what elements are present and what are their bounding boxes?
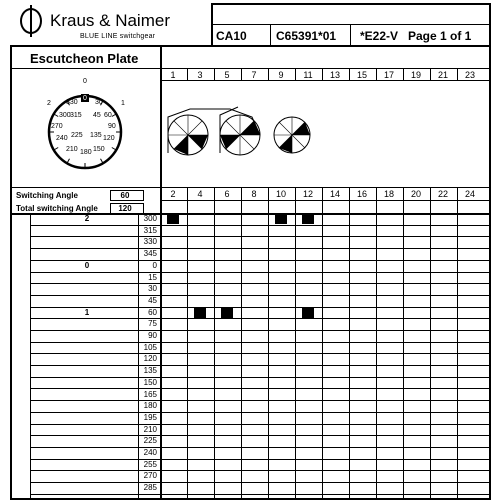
table-row [30,330,491,331]
row-angle: 345 [143,249,157,258]
terminal-top-9: 9 [278,70,284,80]
table-row [30,248,491,249]
terminal-bottom-24: 24 [464,189,475,199]
row-position: 0 [84,261,90,270]
dial-label-90: 90 [108,123,116,130]
table-row [30,236,491,237]
total-switching-angle-value: 120 [118,204,132,213]
escutcheon-title: Escutcheon Plate [30,51,139,66]
dial-label-1-outer: 1 [121,100,125,107]
col-line-mid [295,187,296,500]
row-angle: 0 [152,261,157,270]
switching-angle-value: 60 [120,191,130,200]
terminal-top-11: 11 [303,70,313,80]
terminal-bottom-6: 6 [224,189,230,199]
row-angle: 195 [143,413,157,422]
row-position: 2 [84,214,90,223]
row-angle: 270 [143,471,157,480]
table-row [30,388,491,389]
header-page: Page 1 of 1 [408,29,472,43]
col-line-mid [457,187,458,500]
table-row [30,412,491,413]
contact-closed-mark [167,213,179,224]
terminal-bottom-4: 4 [197,189,203,199]
contact-closed-mark [275,213,287,224]
switching-angle-label: Switching Angle [16,191,78,200]
dial-label-150: 150 [93,146,105,153]
table-row [30,342,491,343]
row-angle: 285 [143,483,157,492]
dial-label-30: 30 [95,99,103,106]
col-line-mid [403,187,404,500]
terminal-bottom-20: 20 [410,189,421,199]
table-row [30,377,491,378]
row-angle: 180 [143,401,157,410]
terminal-top-1: 1 [170,70,176,80]
col-line-mid [187,187,188,500]
switching-angle-box [110,190,144,201]
dial-label-180: 180 [80,149,92,156]
terminal-top-23: 23 [464,70,475,80]
table-row [30,307,491,308]
header-type: CA10 [216,29,247,43]
terminal-top-17: 17 [383,70,394,80]
row-angle: 225 [143,436,157,445]
row-angle: 105 [143,343,157,352]
col-line-mid [430,187,431,500]
dial-label-60: 60 [104,112,112,119]
col-line-mid [214,187,215,500]
row-angle: 210 [143,425,157,434]
row-angle: 60 [148,308,157,317]
table-col-line [30,213,31,500]
contact-closed-mark [221,307,233,318]
terminal-bottom-2: 2 [170,189,176,199]
table-row [30,260,491,261]
table-col-line [138,213,139,500]
row-position: 1 [84,308,90,317]
table-row [30,494,491,495]
brand-tagline: BLUE LINE switchgear [80,33,156,40]
contact-diagram [160,95,320,175]
row-angle: 330 [143,237,157,246]
dial-label-0-inner: 0 [83,95,87,102]
row-angle: 120 [143,354,157,363]
row-angle: 45 [148,296,157,305]
dial-label-315: 315 [70,112,82,119]
table-row [30,365,491,366]
contact-closed-mark [194,307,206,318]
terminal-top-13: 13 [329,70,340,80]
dial-label-135: 135 [90,132,102,139]
terminal-bottom-18: 18 [383,189,394,199]
contact-closed-mark [302,213,314,224]
row-angle: 240 [143,448,157,457]
row-angle: 255 [143,460,157,469]
terminal-top-3: 3 [197,70,203,80]
terminal-top-5: 5 [224,70,230,80]
dial-label-0-outer: 0 [83,78,87,85]
col-line-mid [268,187,269,500]
brand-name: Kraus & Naimer [50,11,170,30]
terminal-top-21: 21 [437,70,448,80]
terminal-bottom-8: 8 [251,189,257,199]
brand-logo-bar [30,5,32,37]
col-line-mid [376,187,377,500]
terminal-top-19: 19 [410,70,421,80]
dial-label-225: 225 [71,132,83,139]
terminal-bottom-12: 12 [302,189,313,199]
terminal-top-15: 15 [356,70,367,80]
table-row [30,353,491,354]
dial-label-240: 240 [56,135,68,142]
dial-label-210: 210 [66,146,78,153]
dial-label-330: 330 [66,99,78,106]
dial-label-300: 300 [59,112,71,119]
row-angle: 90 [148,331,157,340]
table-row [30,482,491,483]
row-angle: 150 [143,378,157,387]
table-row [30,283,491,284]
row-angle: 15 [148,273,157,282]
table-row [30,459,491,460]
dial-label-45: 45 [93,112,101,119]
row-angle: 30 [148,284,157,293]
table-row [30,318,491,319]
dial-label-2-outer: 2 [47,100,51,107]
col-line-mid [349,187,350,500]
row-angle: 300 [143,214,157,223]
table-row [30,435,491,436]
contact-closed-mark [302,307,314,318]
terminal-bottom-10: 10 [275,189,286,199]
table-row [30,447,491,448]
table-row [30,400,491,401]
row-angle: 75 [148,319,157,328]
terminal-bottom-22: 22 [437,189,448,199]
dial-label-270: 270 [51,123,63,130]
table-row [30,470,491,471]
total-switching-angle-label: Total switching Angle [16,204,98,213]
escutcheon-dial [12,70,158,185]
table-row [30,225,491,226]
dial-label-120: 120 [103,135,115,142]
header-code: *E22-V [360,29,399,43]
terminal-top-7: 7 [251,70,257,80]
table-row [30,295,491,296]
row-angle: 315 [143,226,157,235]
col-line-mid [241,187,242,500]
table-row [30,424,491,425]
terminal-bottom-16: 16 [356,189,367,199]
row-angle: 165 [143,390,157,399]
terminal-bottom-14: 14 [329,189,340,199]
header-number: C65391*01 [276,29,337,43]
row-angle: 135 [143,366,157,375]
col-line-mid [322,187,323,500]
table-row [30,272,491,273]
